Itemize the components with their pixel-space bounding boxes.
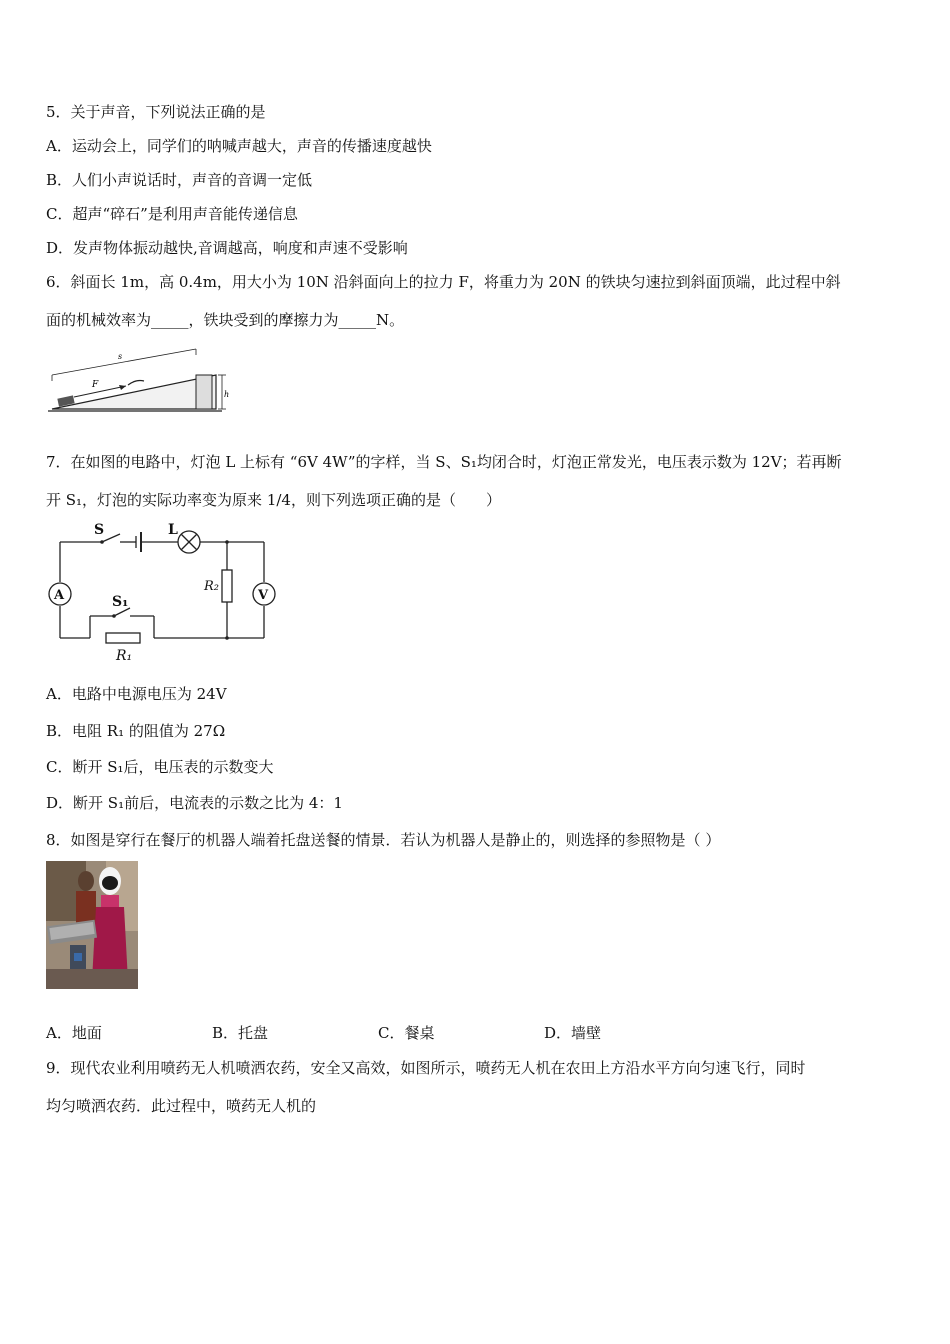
- q6-stem-line1: 6．斜面长 1m，高 0.4m，用大小为 10N 沿斜面向上的拉力 F，将重力为 20N 的铁块匀速拉到斜面顶端，此过程中斜: [46, 273, 841, 291]
- q5-option-b: B．人们小声说话时，声音的音调一定低: [46, 171, 313, 189]
- circuit-s1-label: S₁: [112, 594, 129, 610]
- q5-option-d: D．发声物体振动越快,音调越高，响度和声速不受影响: [46, 239, 408, 257]
- incline-figure: [46, 345, 236, 417]
- q9-stem-line2: 均匀喷洒农药．此过程中，喷药无人机的: [46, 1097, 317, 1115]
- q8-options: [46, 1023, 710, 1043]
- q7-stem-line1: 7．在如图的电路中，灯泡 L 上标有 “6V 4W”的字样，当 S、S₁均闭合时，灯泡正常发光，电压表示数为 12V；若再断: [46, 453, 842, 471]
- q8-stem: 8．如图是穿行在餐厅的机器人端着托盘送餐的情景．若认为机器人是静止的，则选择的参照物是（ ）: [46, 831, 721, 849]
- incline-s-label: s: [118, 352, 123, 361]
- q8-option-d: D．墙壁: [544, 1024, 602, 1042]
- incline-f-label: F: [92, 380, 99, 390]
- robot-waiter-photo: [46, 861, 138, 989]
- circuit-r1-label: R₁: [116, 648, 133, 664]
- circuit-r2-label: R₂: [204, 579, 219, 594]
- q5-option-c: C．超声“碎石”是利用声音能传递信息: [46, 205, 298, 223]
- q7-option-d: D．断开 S₁前后，电流表的示数之比为 4：1: [46, 794, 343, 812]
- q8-option-a: A．地面: [46, 1024, 102, 1042]
- q7-option-a: A．电路中电源电压为 24V: [46, 685, 227, 703]
- q9-stem-line1: 9．现代农业利用喷药无人机喷洒农药，安全又高效，如图所示，喷药无人机在农田上方沿水平方向匀速飞行，同时: [46, 1059, 806, 1077]
- q7-option-b: B．电阻 R₁ 的阻值为 27Ω: [46, 722, 226, 740]
- q6-stem-line2: 面的机械效率为_____，铁块受到的摩擦力为_____N。: [46, 311, 405, 329]
- circuit-l-label: L: [168, 522, 178, 538]
- q7-option-c: C．断开 S₁后，电压表的示数变大: [46, 758, 274, 776]
- q5-option-a: A．运动会上，同学们的呐喊声越大，声音的传播速度越快: [46, 137, 432, 155]
- q7-stem-line2: 开 S₁，灯泡的实际功率变为原来 1/4，则下列选项正确的是（ ）: [46, 491, 501, 509]
- circuit-ammeter-label: A: [54, 588, 65, 603]
- circuit-voltmeter-label: V: [258, 588, 269, 603]
- q8-option-c: C．餐桌: [378, 1024, 435, 1042]
- circuit-diagram: [44, 520, 284, 668]
- q8-option-b: B．托盘: [212, 1024, 269, 1042]
- q5-stem: 5．关于声音，下列说法正确的是: [46, 103, 266, 121]
- circuit-s-label: S: [94, 522, 105, 538]
- incline-h-label: h: [224, 390, 230, 399]
